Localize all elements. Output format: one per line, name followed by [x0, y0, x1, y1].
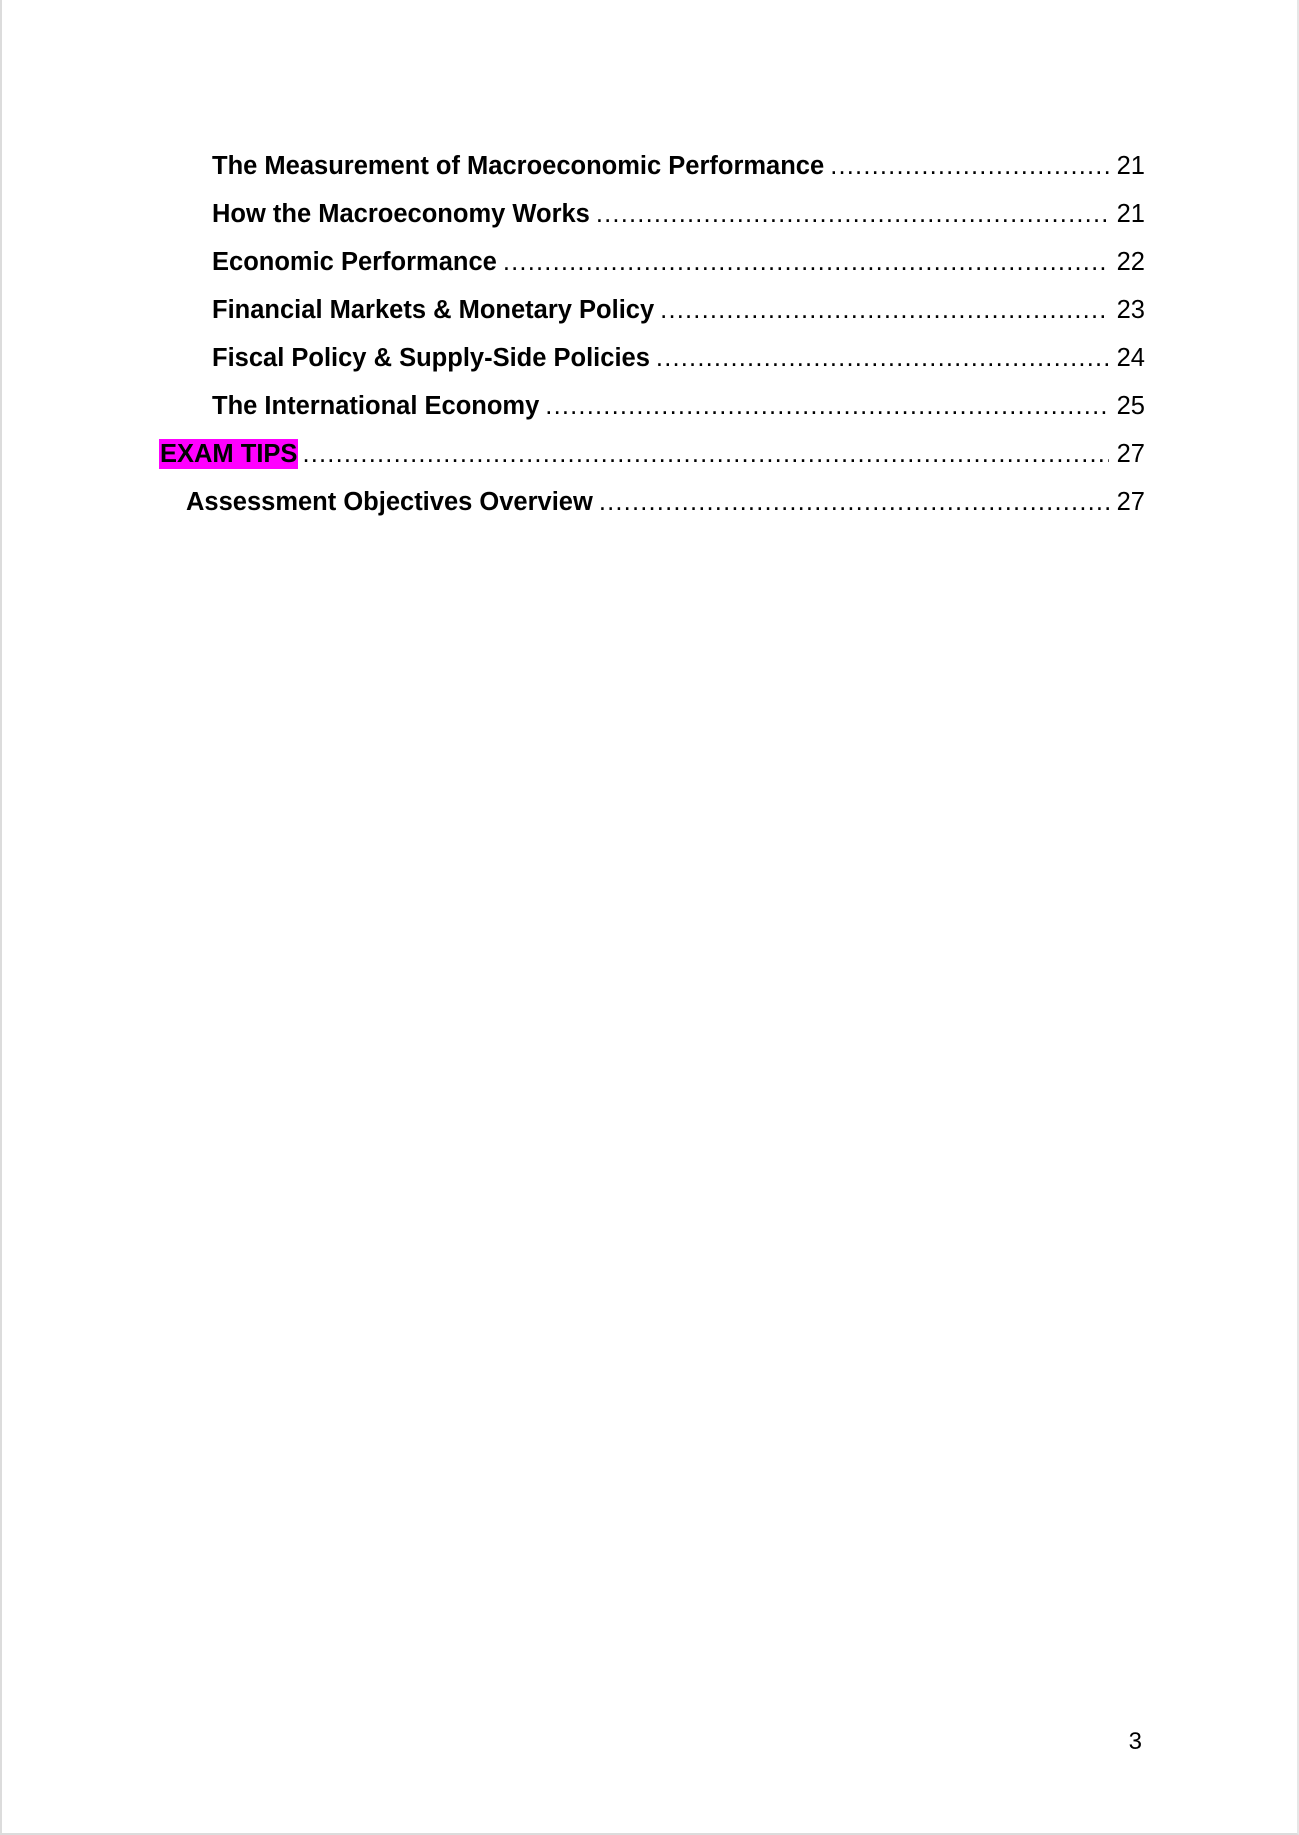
toc-entry[interactable]	[186, 481, 1145, 517]
toc-entry-title: Economic Performance	[212, 248, 497, 276]
toc-entry[interactable]	[212, 385, 1145, 421]
toc-entry-page: 27	[1116, 440, 1145, 468]
toc-entry-title: Assessment Objectives Overview	[186, 488, 593, 516]
toc-dot-leader	[499, 247, 1109, 277]
toc-dot-leader	[656, 295, 1108, 325]
toc-entry-title: How the Macroeconomy Works	[212, 200, 590, 228]
toc-dot-leader	[826, 151, 1108, 181]
toc-entry-title: The International Economy	[212, 392, 540, 420]
toc-entry-page: 21	[1116, 200, 1145, 228]
toc-entry[interactable]	[212, 241, 1145, 277]
toc-entry[interactable]	[212, 145, 1145, 181]
toc-dot-leader	[652, 343, 1109, 373]
toc-dot-leader	[298, 439, 1108, 469]
toc-entry[interactable]	[212, 193, 1145, 229]
toc-entry-title: The Measurement of Macroeconomic Performance	[212, 152, 825, 180]
toc-entry-page: 24	[1116, 344, 1145, 372]
toc-dot-leader	[595, 487, 1109, 517]
toc-entry-page: 22	[1116, 248, 1145, 276]
toc-dot-leader	[541, 391, 1108, 421]
toc-entry-page: 23	[1116, 296, 1145, 324]
toc-entry-title: Financial Markets & Monetary Policy	[212, 296, 655, 324]
page-number: 3	[1128, 1728, 1142, 1755]
toc-entry[interactable]	[212, 289, 1145, 325]
toc-entry[interactable]	[212, 337, 1145, 373]
toc-entry-page: 27	[1116, 488, 1145, 516]
toc-entry-exam-tips[interactable]	[159, 433, 1145, 469]
toc-dot-leader	[592, 199, 1109, 229]
toc-entry-page: 25	[1116, 392, 1145, 420]
toc-entry-page: 21	[1116, 152, 1145, 180]
toc-entry-title-highlighted: EXAM TIPS	[160, 440, 298, 468]
toc-entry-title: Fiscal Policy & Supply-Side Policies	[212, 344, 650, 372]
